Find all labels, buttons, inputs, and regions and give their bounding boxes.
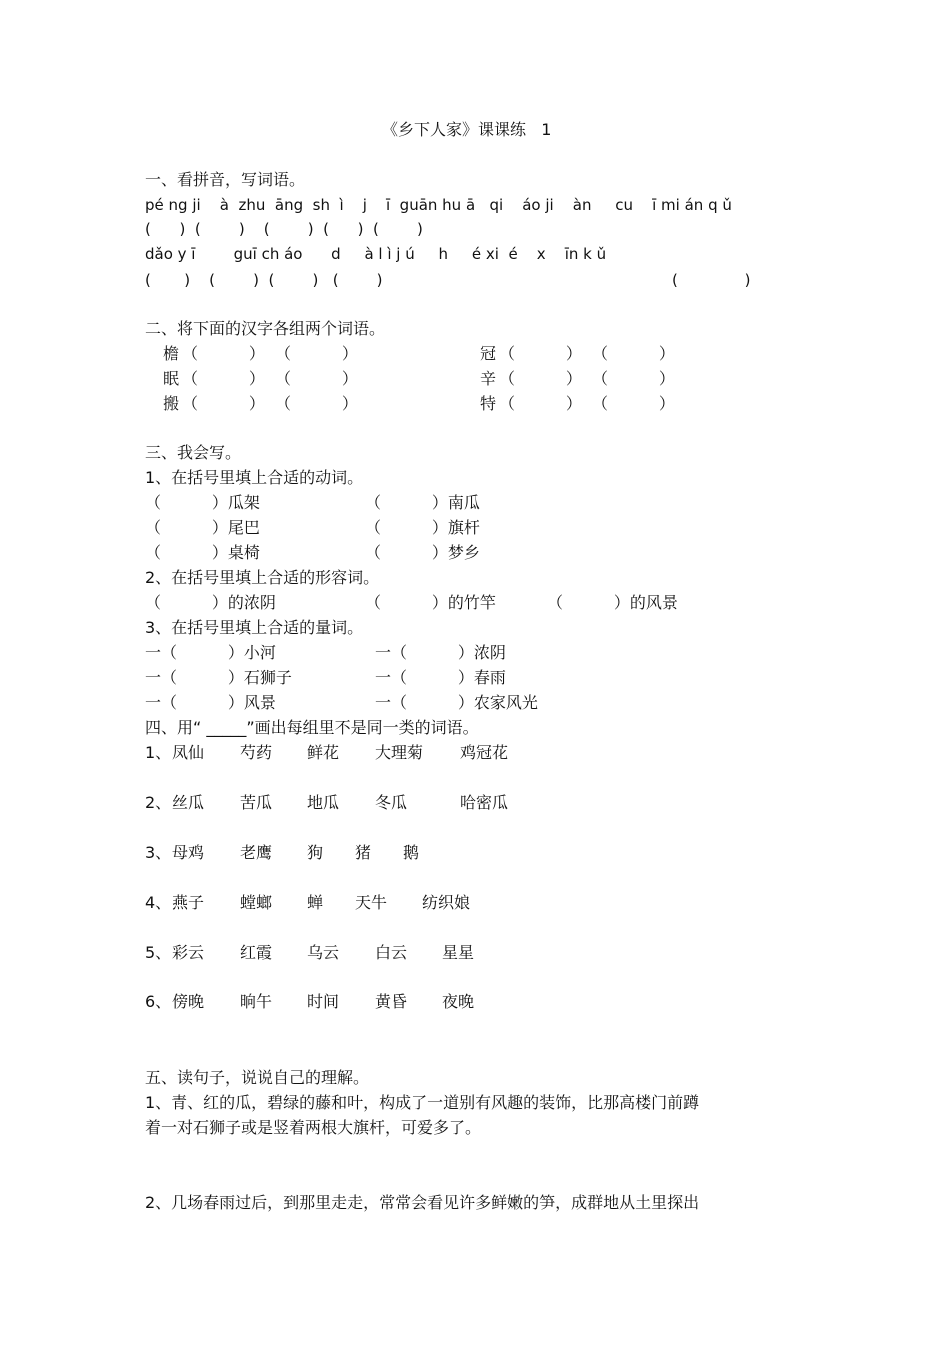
pinyin-line-1: pé ng ji à zhu āng sh ì j ī guān hu ā qi áo ji àn cu ī mi án q ǔ [145,196,732,214]
word-group-char: 眠 [163,369,180,388]
group-number: 2、 [145,793,172,812]
group-word: 晌午 [240,992,273,1011]
section3-heading: 三、我会写。 [145,443,242,462]
group-word: 天牛 [355,893,388,912]
fill-blank-item: 一（ ）小河 [145,643,276,662]
sentence-2-line-1: 2、几场春雨过后，到那里走走，常常会看见许多鲜嫩的笋，成群地从土里探出 [145,1193,700,1212]
pinyin-line-2: dǎo y ī guī ch áo d à l ì j ú h é xi é x īn k ǔ [145,245,607,263]
sentence-1-line-2: 着一对石狮子或是竖着两根大旗杆，可爱多了。 [145,1118,482,1137]
group-word: 丝瓜 [172,793,205,812]
group-word: 乌云 [307,943,340,962]
question-measure-words: 3、在括号里填上合适的量词。 [145,618,364,637]
word-group-char: 冠 [480,344,497,363]
group-word: 冬瓜 [375,793,408,812]
answer-brackets-1: ( ) ( ) ( ) ( ) ( ) [145,220,423,238]
group-word: 哈密瓜 [460,793,509,812]
group-word: 蝉 [307,893,324,912]
word-group-blanks: （ ） （ ） [499,394,675,413]
group-word: 夜晚 [442,992,475,1011]
group-word: 地瓜 [307,793,340,812]
group-word: 苦瓜 [240,793,273,812]
group-word: 芍药 [240,743,273,762]
fill-blank-item: （ ）瓜架 [145,493,260,512]
word-group-blanks: （ ） （ ） [182,344,358,363]
group-word: 鸡冠花 [460,743,509,762]
group-number: 1、 [145,743,172,762]
question-adjectives: 2、在括号里填上合适的形容词。 [145,568,380,587]
fill-blank-item: 一（ ）浓阴 [375,643,506,662]
answer-brackets-2: ( ) ( ) ( ) ( ) [145,271,383,289]
group-word: 凤仙 [172,743,205,762]
group-word: 鹅 [403,843,420,862]
group-word: 白云 [375,943,408,962]
group-word: 星星 [442,943,475,962]
sentence-1-line-1: 1、青、红的瓜，碧绿的藤和叶，构成了一道别有风趣的装饰，比那高楼门前蹲 [145,1093,700,1112]
group-word: 傍晚 [172,992,205,1011]
page-title: 《乡下人家》课课练 1 [382,120,552,139]
fill-blank-item: （ ）尾巴 [145,518,260,537]
fill-blank-item: （ ）的竹竿 [365,593,496,612]
group-word: 黄昏 [375,992,408,1011]
section2-heading: 二、将下面的汉字各组两个词语。 [145,319,386,338]
word-group-char: 搬 [163,394,180,413]
fill-blank-item: （ ）的浓阴 [145,593,276,612]
fill-blank-item: 一（ ）农家风光 [375,693,538,712]
group-word: 纺织娘 [422,893,471,912]
section5-heading: 五、读句子，说说自己的理解。 [145,1068,370,1087]
group-word: 燕子 [172,893,205,912]
fill-blank-item: 一（ ）石狮子 [145,668,292,687]
group-word: 时间 [307,992,340,1011]
group-word: 螳螂 [240,893,273,912]
group-word: 大理菊 [375,743,424,762]
word-group-char: 特 [480,394,497,413]
group-number: 4、 [145,893,172,912]
word-group-blanks: （ ） （ ） [182,394,358,413]
group-word: 红霞 [240,943,273,962]
fill-blank-item: （ ）梦乡 [365,543,480,562]
group-word: 母鸡 [172,843,205,862]
answer-brackets-2-right: ( ) [672,271,751,289]
group-word: 老鹰 [240,843,273,862]
fill-blank-item: 一（ ）风景 [145,693,276,712]
word-group-char: 檐 [163,344,180,363]
group-number: 5、 [145,943,172,962]
group-word: 狗 [307,843,324,862]
section4-heading: 四、用“ _____”画出每组里不是同一类的词语。 [145,718,479,737]
group-word: 鲜花 [307,743,340,762]
word-group-blanks: （ ） （ ） [499,344,675,363]
fill-blank-item: （ ）桌椅 [145,543,260,562]
group-word: 猪 [355,843,372,862]
fill-blank-item: （ ）南瓜 [365,493,480,512]
section1-heading: 一、看拼音，写词语。 [145,170,306,189]
group-number: 6、 [145,992,172,1011]
question-verbs: 1、在括号里填上合适的动词。 [145,468,364,487]
fill-blank-item: （ ）的风景 [547,593,678,612]
fill-blank-item: 一（ ）春雨 [375,668,506,687]
group-word: 彩云 [172,943,205,962]
fill-blank-item: （ ）旗杆 [365,518,480,537]
word-group-blanks: （ ） （ ） [499,369,675,388]
word-group-blanks: （ ） （ ） [182,369,358,388]
group-number: 3、 [145,843,172,862]
word-group-char: 辛 [480,369,497,388]
